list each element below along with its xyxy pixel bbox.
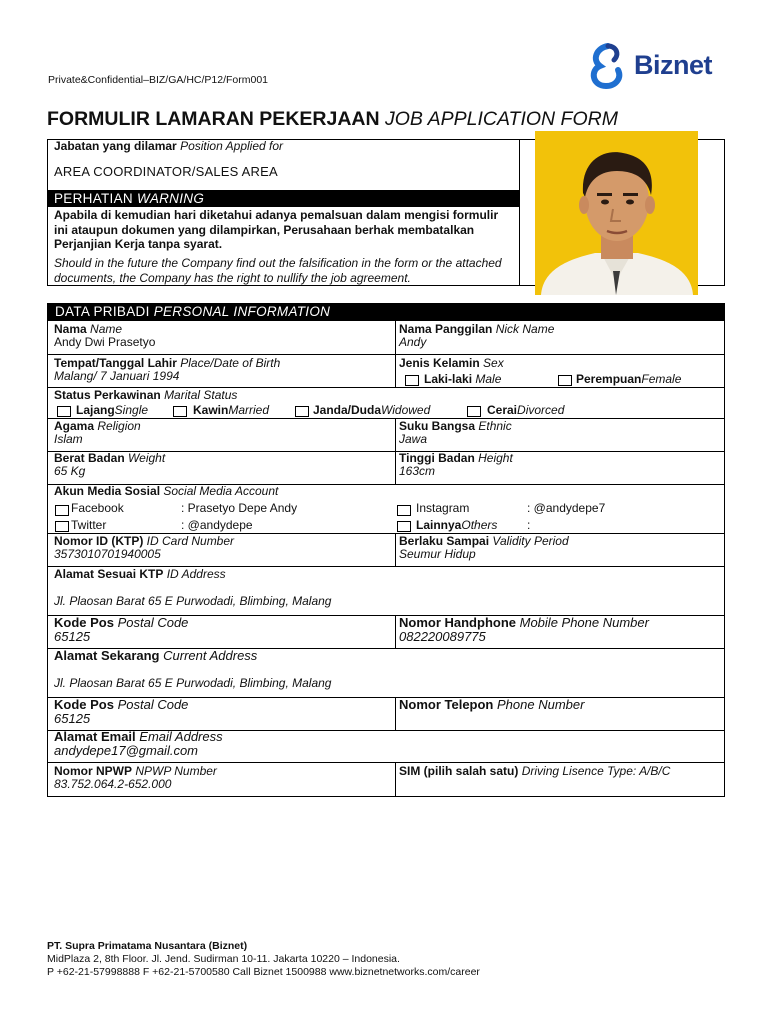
- social-label: Akun Media Sosial Social Media Account: [54, 484, 279, 498]
- name-label: Nama Name: [54, 322, 123, 336]
- birth-label: Tempat/Tanggal Lahir Place/Date of Birth: [54, 356, 281, 370]
- postal-code-2-label: Kode Pos Postal Code: [54, 697, 189, 712]
- ethnic-value[interactable]: Jawa: [399, 432, 428, 446]
- validity-value[interactable]: Seumur Hidup: [399, 547, 476, 561]
- form-title: [47, 108, 618, 131]
- religion-label: Agama Religion: [54, 419, 141, 433]
- col-divider: [395, 418, 396, 484]
- others-checkbox[interactable]: [397, 521, 411, 532]
- col-divider: [395, 321, 396, 354]
- applicant-photo: [535, 131, 698, 295]
- npwp-value[interactable]: 83.752.064.2-652.000: [54, 777, 172, 791]
- personal-info-header: DATA PRIBADI PERSONAL INFORMATION: [47, 303, 725, 321]
- position-value[interactable]: AREA COORDINATOR/SALES AREA: [54, 164, 278, 179]
- nickname-label: Nama Panggilan Nick Name: [399, 322, 555, 336]
- mobile-value[interactable]: 082220089775: [399, 629, 486, 644]
- single-checkbox[interactable]: [57, 406, 71, 417]
- col-divider: [395, 354, 396, 387]
- footer-company: PT. Supra Primatama Nusantara (Biznet): [47, 940, 248, 952]
- postal-code-value[interactable]: 65125: [54, 629, 91, 644]
- warning-text-en: Should in the future the Company find out the falsification in the form or the attached documents, the Company has the right to nullify the job agreement.: [54, 256, 502, 285]
- weight-label: Berat Badan Weight: [54, 451, 166, 465]
- twitter-label: Twitter: [71, 518, 107, 532]
- male-checkbox[interactable]: [405, 375, 419, 386]
- col-divider: [395, 615, 396, 648]
- instagram-value[interactable]: : @andydepe7: [527, 501, 606, 515]
- instagram-label: Instagram: [416, 501, 470, 515]
- current-address-value[interactable]: Jl. Plaosan Barat 65 E Purwodadi, Blimbing, Malang: [54, 676, 332, 690]
- form-title-id: FORMULIR LAMARAN PEKERJAAN: [47, 108, 380, 130]
- sex-label: Jenis Kelamin Sex: [399, 356, 504, 370]
- brand-name: Biznet: [634, 50, 712, 80]
- widowed-checkbox[interactable]: [295, 406, 309, 417]
- npwp-label: Nomor NPWP NPWP Number: [54, 764, 217, 778]
- sim-label: SIM (pilih salah satu) Driving Lisence Type: A/B/C: [399, 764, 671, 778]
- postal-code-2-value[interactable]: 65125: [54, 711, 91, 726]
- postal-code-label: Kode Pos Postal Code: [54, 615, 189, 630]
- ktp-address-value[interactable]: Jl. Plaosan Barat 65 E Purwodadi, Blimbing, Malang: [54, 594, 332, 608]
- applicant-portrait-icon: [535, 131, 698, 295]
- validity-label: Berlaku Sampai Validity Period: [399, 534, 569, 548]
- facebook-checkbox[interactable]: [55, 505, 69, 516]
- form-title-en: JOB APPLICATION FORM: [385, 108, 618, 130]
- ethnic-label: Suku Bangsa Ethnic: [399, 419, 512, 433]
- marital-label: Status Perkawinan Marital Status: [54, 388, 238, 402]
- religion-value[interactable]: Islam: [54, 432, 83, 446]
- divorced-option-label: CeraiDivorced: [487, 403, 565, 417]
- row-divider: [48, 762, 724, 763]
- current-address-label: Alamat Sekarang Current Address: [54, 648, 258, 663]
- warning-text-id: Apabila di kemudian hari diketahui adanya pemalsuan dalam mengisi formulir ini ataupun dokumen yang dilampirkan, Perusahaan berhak membatalkan Perjanjian Kerja tanpa syarat.: [54, 208, 499, 251]
- row-divider: [48, 418, 724, 419]
- male-option-label: Laki-laki Male: [424, 372, 502, 386]
- col-divider: [395, 762, 396, 797]
- facebook-value[interactable]: : Prasetyo Depe Andy: [181, 501, 298, 515]
- row-divider: [48, 354, 724, 355]
- footer-address: MidPlaza 2, 8th Floor. Jl. Jend. Sudirman 10-11. Jakarta 10220 – Indonesia.: [47, 953, 400, 965]
- ktp-label: Nomor ID (KTP) ID Card Number: [54, 534, 235, 548]
- warning-header: PERHATIAN WARNING: [48, 190, 519, 207]
- height-label: Tinggi Badan Height: [399, 451, 513, 465]
- document-reference: Private&Confidential–BIZ/GA/HC/P12/Form001: [48, 74, 269, 86]
- height-value[interactable]: 163cm: [399, 464, 436, 478]
- single-option-label: LajangSingle: [76, 403, 149, 417]
- email-label: Alamat Email Email Address: [54, 729, 223, 744]
- phone-label: Nomor Telepon Phone Number: [399, 697, 585, 712]
- footer: [47, 940, 480, 979]
- twitter-value[interactable]: : @andydepe: [181, 518, 253, 532]
- ktp-value[interactable]: 3573010701940005: [54, 547, 161, 561]
- col-divider: [395, 697, 396, 730]
- name-value[interactable]: Andy Dwi Prasetyo: [54, 335, 156, 349]
- others-value[interactable]: :: [527, 518, 531, 532]
- position-label: Jabatan yang dilamar Position Applied for: [54, 139, 284, 153]
- female-checkbox[interactable]: [558, 375, 572, 386]
- weight-value[interactable]: 65 Kg: [54, 464, 86, 478]
- instagram-checkbox[interactable]: [397, 505, 411, 516]
- col-divider: [395, 533, 396, 566]
- mobile-label: Nomor Handphone Mobile Phone Number: [399, 615, 649, 630]
- birth-value[interactable]: Malang/ 7 Januari 1994: [54, 369, 180, 383]
- others-label: LainnyaOthers: [416, 518, 498, 532]
- nickname-value[interactable]: Andy: [399, 335, 427, 349]
- married-option-label: KawinMarried: [193, 403, 270, 417]
- divorced-checkbox[interactable]: [467, 406, 481, 417]
- facebook-label: Facebook: [71, 501, 124, 515]
- twitter-checkbox[interactable]: [55, 521, 69, 532]
- footer-contact: P +62-21-57998888 F +62-21-5700580 Call Biznet 1500988 www.biznetnetworks.com/career: [47, 966, 480, 978]
- widowed-option-label: Janda/DudaWidowed: [313, 403, 431, 417]
- female-option-label: PerempuanFemale: [576, 372, 682, 386]
- ktp-address-label: Alamat Sesuai KTP ID Address: [54, 567, 226, 581]
- email-value[interactable]: andydepe17@gmail.com: [54, 743, 199, 758]
- married-checkbox[interactable]: [173, 406, 187, 417]
